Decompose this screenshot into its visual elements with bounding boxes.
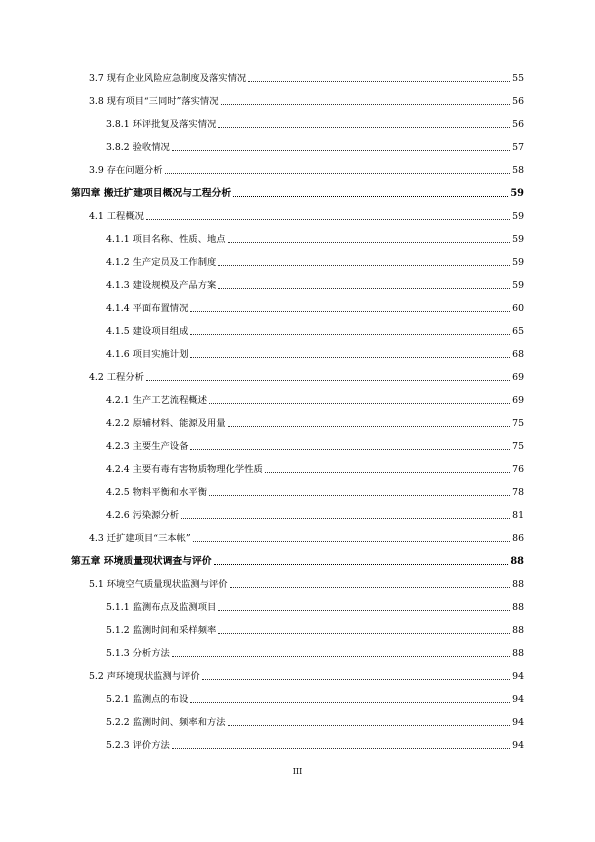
toc-entry-page: 94 [512, 671, 524, 682]
toc-entry-page: 81 [512, 510, 524, 521]
toc-entry-page: 59 [510, 188, 524, 199]
dot-leader [190, 356, 510, 358]
toc-entry-page: 88 [512, 648, 524, 659]
dot-leader [218, 264, 510, 266]
dot-leader [228, 241, 511, 243]
toc-entry-title: 第五章 环境质量现状调查与评价 [71, 556, 212, 567]
toc-entry[interactable] [106, 738, 524, 752]
toc-entry[interactable] [89, 163, 524, 177]
toc-entry-page: 68 [512, 349, 524, 360]
toc-entry-page: 56 [512, 96, 524, 107]
dot-leader [146, 218, 510, 220]
dot-leader [181, 517, 510, 519]
toc-entry[interactable] [106, 324, 524, 338]
toc-entry[interactable] [106, 255, 524, 269]
toc-entry[interactable] [89, 577, 524, 591]
toc-entry[interactable] [106, 301, 524, 315]
toc-entry-page: 59 [512, 211, 524, 222]
toc-entry-page: 59 [512, 257, 524, 268]
toc-entry[interactable] [106, 393, 524, 407]
toc-entry-page: 65 [512, 326, 524, 337]
toc-entry-title: 4.2.2 原辅材料、能源及用量 [106, 418, 226, 429]
toc-entry[interactable] [106, 439, 524, 453]
dot-leader [233, 195, 508, 197]
dot-leader [228, 425, 511, 427]
toc-entry-page: 59 [512, 234, 524, 245]
toc-entry[interactable] [106, 692, 524, 706]
toc-entry-page: 57 [512, 142, 524, 153]
dot-leader [172, 747, 510, 749]
dot-leader [190, 333, 510, 335]
toc-entry[interactable] [89, 669, 524, 683]
toc-entry-page: 78 [512, 487, 524, 498]
toc-entry[interactable] [106, 485, 524, 499]
toc-entry-title: 5.2.3 评价方法 [106, 740, 170, 751]
toc-entry-title: 5.2 声环境现状监测与评价 [89, 671, 200, 682]
toc-entry[interactable] [89, 94, 524, 108]
dot-leader [248, 80, 510, 82]
dot-leader [218, 609, 510, 611]
dot-leader [190, 310, 510, 312]
toc-entry[interactable] [106, 600, 524, 614]
toc-entry-page: 55 [512, 73, 524, 84]
page-number: III [292, 767, 303, 776]
toc-entry-title: 5.1.1 监测布点及监测项目 [106, 602, 217, 613]
dot-leader [214, 563, 509, 565]
toc-entry-title: 4.2.6 污染源分析 [106, 510, 180, 521]
toc-entry-title: 4.3 迁扩建项目“三本帐” [89, 533, 191, 544]
toc-entry-page: 75 [512, 441, 524, 452]
toc-entry-title: 第四章 搬迁扩建项目概况与工程分析 [71, 188, 232, 199]
dot-leader [228, 724, 511, 726]
toc-entry-title: 4.1.1 项目名称、性质、地点 [106, 234, 226, 245]
toc-entry-title: 5.1 环境空气质量现状监测与评价 [89, 579, 228, 590]
dot-leader [202, 678, 510, 680]
toc-entry[interactable] [106, 278, 524, 292]
toc-entry-page: 88 [512, 579, 524, 590]
toc-entry-page: 75 [512, 418, 524, 429]
toc-chapter-entry[interactable] [71, 554, 524, 568]
toc-entry-title: 3.9 存在问题分析 [89, 165, 163, 176]
toc-entry-page: 69 [512, 372, 524, 383]
toc-entry-title: 5.2.1 监测点的布设 [106, 694, 189, 705]
toc-entry-title: 4.1 工程概况 [89, 211, 144, 222]
toc-entry[interactable] [106, 347, 524, 361]
toc-entry-page: 94 [512, 717, 524, 728]
toc-entry[interactable] [89, 370, 524, 384]
toc-entry-page: 58 [512, 165, 524, 176]
toc-entry[interactable] [106, 715, 524, 729]
toc-entry-title: 4.1.6 项目实施计划 [106, 349, 189, 360]
toc-entry[interactable] [106, 232, 524, 246]
toc-entry-page: 88 [512, 625, 524, 636]
toc-entry-title: 5.1.2 监测时间和采样频率 [106, 625, 217, 636]
toc-entry[interactable] [106, 416, 524, 430]
toc-entry-title: 4.1.3 建设规模及产品方案 [106, 280, 217, 291]
toc-entry-page: 88 [512, 602, 524, 613]
dot-leader [209, 402, 510, 404]
toc-entry[interactable] [106, 508, 524, 522]
toc-entry-title: 3.7 现有企业风险应急制度及落实情况 [89, 73, 247, 84]
dot-leader [218, 632, 510, 634]
dot-leader [265, 471, 510, 473]
dot-leader [218, 287, 510, 289]
toc-entry[interactable] [89, 209, 524, 223]
toc-entry-title: 3.8.2 验收情况 [106, 142, 170, 153]
toc-entry-title: 3.8 现有项目“三同时”落实情况 [89, 96, 219, 107]
toc-entry-title: 5.1.3 分析方法 [106, 648, 170, 659]
toc-chapter-entry[interactable] [71, 186, 524, 200]
toc-entry[interactable] [89, 71, 524, 85]
toc-entry-page: 60 [512, 303, 524, 314]
dot-leader [193, 540, 511, 542]
toc-entry[interactable] [106, 140, 524, 154]
toc-entry-title: 4.2.3 主要生产设备 [106, 441, 189, 452]
dot-leader [172, 149, 510, 151]
toc-entry[interactable] [106, 117, 524, 131]
toc-entry[interactable] [89, 531, 524, 545]
toc-entry[interactable] [106, 646, 524, 660]
toc-entry[interactable] [106, 623, 524, 637]
toc-entry-title: 4.1.4 平面布置情况 [106, 303, 189, 314]
toc-entry-page: 88 [510, 556, 524, 567]
toc-entry-title: 4.2.5 物料平衡和水平衡 [106, 487, 207, 498]
dot-leader [230, 586, 511, 588]
toc-entry-title: 4.2.1 生产工艺流程概述 [106, 395, 207, 406]
toc-entry-page: 76 [512, 464, 524, 475]
dot-leader [165, 172, 511, 174]
toc-entry-page: 94 [512, 740, 524, 751]
dot-leader [221, 103, 511, 105]
dot-leader [209, 494, 510, 496]
dot-leader [172, 655, 510, 657]
toc-entry-page: 69 [512, 395, 524, 406]
toc-entry-title: 4.2.4 主要有毒有害物质物理化学性质 [106, 464, 263, 475]
toc-entry-page: 94 [512, 694, 524, 705]
toc-entry[interactable] [106, 462, 524, 476]
toc-entry-title: 4.2 工程分析 [89, 372, 144, 383]
toc-entry-title: 3.8.1 环评批复及落实情况 [106, 119, 217, 130]
dot-leader [218, 126, 510, 128]
toc-entry-page: 86 [512, 533, 524, 544]
toc-entry-page: 59 [512, 280, 524, 291]
toc-entry-page: 56 [512, 119, 524, 130]
toc-entry-title: 4.1.5 建设项目组成 [106, 326, 189, 337]
toc-entry-title: 4.1.2 生产定员及工作制度 [106, 257, 217, 268]
toc-entry-title: 5.2.2 监测时间、频率和方法 [106, 717, 226, 728]
dot-leader [190, 448, 510, 450]
dot-leader [146, 379, 510, 381]
dot-leader [190, 701, 510, 703]
